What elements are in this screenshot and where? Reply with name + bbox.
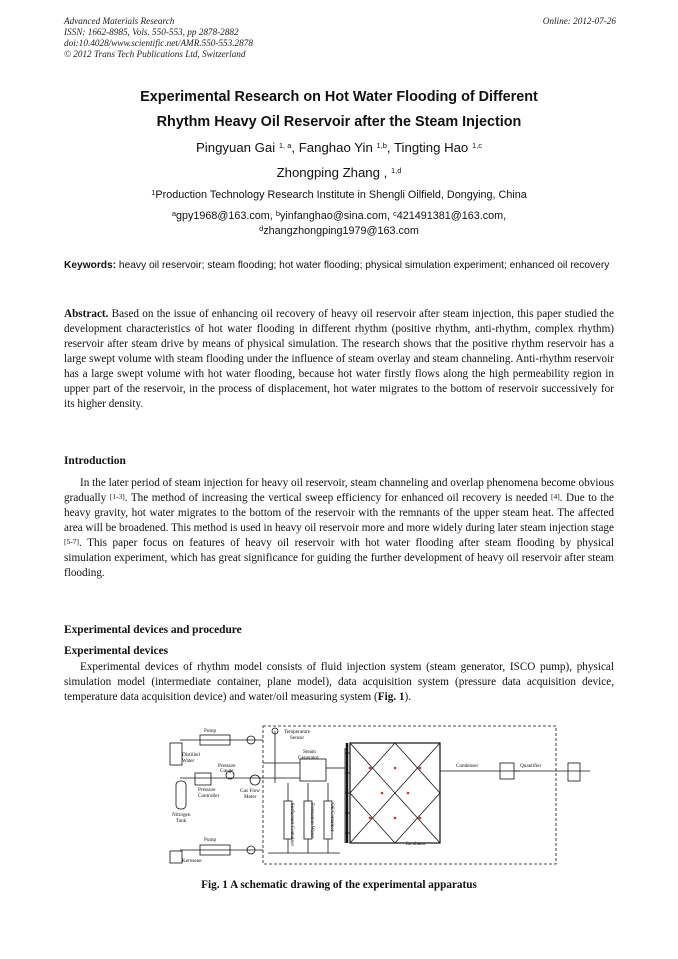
author-name: Fanghao Yin — [298, 140, 373, 155]
label-water: Water — [182, 758, 195, 764]
authors-line1: Pingyuan Gai $^{1, a}$, Fanghao Yin $^{1,b}$, Tingting Hao $^{1,c}$ — [196, 140, 482, 155]
label-steam: Steam — [303, 749, 316, 755]
emails-line1 — [0, 209, 678, 223]
label-temperature: Temperature — [284, 729, 311, 735]
distilled-water-tank — [170, 743, 182, 765]
authors-line2 — [0, 162, 678, 183]
citation[interactable]: [1-3] — [109, 492, 125, 501]
devices-text: ). — [404, 691, 412, 703]
devices-paragraph — [64, 660, 614, 705]
online-date: Online: 2012-07-26 — [542, 16, 616, 26]
figure-reference[interactable]: Fig. 1 — [377, 691, 405, 703]
label-gas-flow: Gas Flow — [240, 788, 261, 794]
affil-sup: 1 — [151, 188, 156, 197]
email-b[interactable]: yinfanghao@sina.com, — [279, 210, 393, 222]
label-pressure-controller: Pressure — [198, 787, 216, 793]
section-heading-introduction: Introduction — [64, 455, 126, 467]
devices-text: Experimental devices of rhythm model consists of fluid injection system (steam generator, ISCO pump), physical simulation model (intermediate container, plane model), data acquisition system (pressure data acquisition device, temperature data acquisition device) and water/oil measuring system ( — [64, 661, 614, 703]
label-distilled: Distilled — [182, 752, 200, 758]
label-gauge: Gauge — [220, 768, 234, 774]
keywords-text: heavy oil reservoir; steam flooding; hot water flooding; physical simulation experiment; enhanced oil recovery — [116, 260, 610, 271]
doi-line: doi:10.4028/www.scientific.net/AMR.550-553.2878 — [64, 38, 253, 48]
journal-name: Advanced Materials Research — [64, 16, 175, 26]
keywords-label: Keywords: — [64, 260, 117, 271]
label-incubator: Incubator — [406, 841, 426, 847]
intro-text: . Due to the heavy gravity, hot water migrates to the bottom of the reservoir with the remnants of the upper steam heat. The affected area will be broadened. This method is used in heavy oil reservoir more and more widely during later steam injection stage — [64, 492, 615, 534]
email-sup: d — [259, 224, 264, 233]
label-tank: Tank — [176, 818, 187, 824]
citation[interactable]: [4] — [550, 492, 560, 501]
abstract-label: Abstract. — [64, 308, 109, 320]
label-surfactant: Surfactant Container — [289, 803, 295, 847]
paper-title-line1: Experimental Research on Hot Water Flooding of Different — [140, 89, 538, 105]
copyright-line: © 2012 Trans Tech Publications Ltd, Switzerland — [64, 49, 246, 59]
section-heading-experimental: Experimental devices and procedure — [64, 624, 242, 636]
label-kerosene: Kerosene — [182, 858, 202, 864]
author-sup: 1, a — [278, 141, 292, 150]
author-name: Tingting Hao — [393, 140, 469, 155]
journal-header — [64, 16, 253, 60]
apparatus-schematic — [160, 723, 640, 873]
intro-text: In the later period of steam injection for heavy oil reservoir, steam channeling and overlap phenomena become obvious gradually — [64, 477, 614, 504]
label-controller: Controller — [198, 793, 220, 799]
figure-caption: Fig. 1 A schematic drawing of the experimental apparatus — [201, 879, 477, 891]
email-sup: a — [171, 209, 176, 218]
intro-text: . This paper focus on features of heavy oil reservoir with hot water flooding after steam flooding by physical simulation experiment, which has great significance for guiding the further development of heavy oil reservoir after steam flooding. — [64, 537, 614, 579]
label-generator: Generator — [298, 755, 319, 761]
email-c[interactable]: 421491381@163.com, — [396, 210, 507, 222]
email-d[interactable]: zhangzhongping1979@163.com — [263, 225, 419, 237]
affiliation — [0, 188, 678, 202]
introduction-paragraph — [64, 476, 614, 581]
email-a[interactable]: gpy1968@163.com, — [176, 210, 276, 222]
label-condenser: Condenser — [456, 763, 479, 769]
kerosene-tank — [170, 851, 182, 863]
label-pump-bottom: Pump — [204, 837, 217, 843]
affil-text: Production Technology Research Institute in Shengli Oilfield, Dongying, China — [155, 189, 527, 201]
label-meter: Meter — [244, 794, 257, 800]
author-name: Pingyuan Gai — [196, 140, 276, 155]
keywords — [64, 259, 614, 273]
label-oil-container: Oil Container — [329, 803, 335, 832]
emails-line2 — [0, 224, 678, 238]
paper-title-line2: Rhythm Heavy Oil Reservoir after the Steam Injection — [156, 114, 522, 130]
abstract-text: Based on the issue of enhancing oil recovery of heavy oil reservoir after steam injection, this paper studied the development characteristics of hot water flooding in different rhythm (positive rhythm, anti-rhythm, complex rhythm) reservoir after steam drive by means of physical simulation. The research shows that the positive rhythm reservoir has a large swept volume with steam flooding under the influence of steam overlay and steam channeling. Anti-rhythm reservoir has a large swept volume with hot water flooding, because hot water firstly flows along the high permeability region in upper part of the reservoir, in the process of displacement, hot water migrates to the bottom of reservoir successively for its higher density. — [64, 308, 614, 410]
abstract — [64, 307, 614, 412]
issn-line: ISSN: 1662-8985, Vols. 550-553, pp 2878-2882 — [64, 27, 239, 37]
steam-generator — [300, 759, 326, 781]
author-sup: 1,c — [471, 141, 482, 150]
email-sup: c — [392, 209, 397, 218]
quantifier — [568, 763, 580, 781]
label-formation-water: Formation Water — [309, 803, 315, 839]
intro-text: . The method of increasing the vertical sweep efficiency for enhanced oil recovery is needed — [124, 492, 551, 504]
email-sup: b — [275, 209, 280, 218]
label-sensor: Sensor — [290, 735, 305, 741]
author-sup: 1,b — [376, 141, 387, 150]
label-nitrogen: Nitrogen — [172, 812, 191, 818]
label-pump-top: Pump — [204, 728, 217, 734]
author-name: Zhongping Zhang , — [276, 165, 388, 180]
subsection-heading-devices: Experimental devices — [64, 645, 169, 657]
label-quantifier: Quantifier — [520, 763, 542, 769]
citation[interactable]: [5-7] — [64, 537, 79, 546]
label-pressure-gauge: Pressure — [218, 763, 236, 769]
author-sup: 1,d — [390, 166, 402, 175]
nitrogen-tank — [176, 781, 186, 809]
